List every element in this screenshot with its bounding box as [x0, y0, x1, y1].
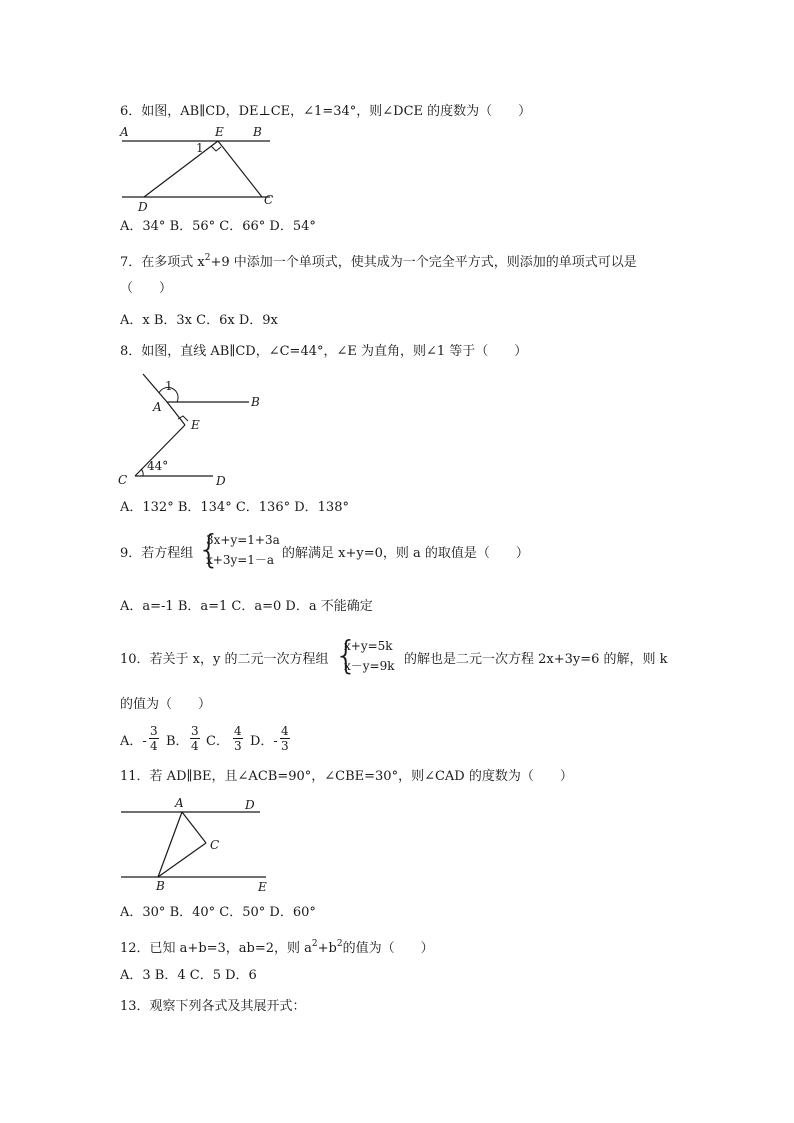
svg-text:D: D: [138, 200, 148, 214]
q10-opt-a-fraction: $\frac{3}{4}$: [150, 724, 158, 753]
q10-cont: 的值为（ ）: [120, 697, 212, 712]
svg-text:C: C: [118, 473, 128, 487]
q10-opt-b-label: B．: [166, 734, 189, 749]
q10-opt-a-label: A．-: [120, 734, 147, 749]
svg-text:A: A: [153, 400, 162, 414]
q6-stem: 6．如图，AB∥CD，DE⊥CE，∠1=34°，则∠DCE 的度数为（ ）: [120, 104, 532, 119]
q10-pre: 10．若关于 x，y 的二元一次方程组: [120, 652, 329, 667]
q8-figure: [115, 368, 265, 490]
svg-text:B: B: [253, 125, 262, 139]
svg-text:E: E: [191, 418, 200, 432]
q10-eq1: x+y=5k: [344, 639, 393, 653]
q7-stem: 7．在多项式 $x^2+9$ 中添加一个单项式，使其成为一个完全平方式，则添加的单项式可以是: [120, 253, 637, 270]
q10-brace: {: [334, 633, 359, 677]
svg-text:B: B: [251, 395, 260, 409]
q9-pre: 9．若方程组: [120, 546, 194, 561]
svg-text:E: E: [215, 125, 224, 139]
q9-options: A．a=-1 B．a=1 C．a=0 D．a 不能确定: [120, 599, 373, 614]
q10-post: 的解也是二元一次方程 2x+3y=6 的解，则 k: [404, 652, 668, 667]
q8-options: A．132° B．134° C．136° D．138°: [120, 500, 349, 515]
q10-eq2: x－y=9k: [344, 659, 395, 673]
svg-text:B: B: [156, 879, 165, 893]
q7-blank: （ ）: [120, 281, 173, 296]
q12-stem: 12．已知 a+b=3，ab=2，则 $a^2+b^2$的值为（ ）: [120, 939, 434, 956]
q8-stem: 8．如图，直线 AB∥CD，∠C=44°，∠E 为直角，则∠1 等于（ ）: [120, 344, 528, 359]
svg-text:1: 1: [196, 141, 204, 155]
svg-text:C: C: [210, 838, 220, 852]
q6-figure: [118, 124, 278, 214]
q10-opt-b-fraction: $\frac{3}{4}$: [191, 724, 199, 753]
q10-opt-d-fraction: $\frac{4}{3}$: [281, 724, 289, 753]
svg-text:D: D: [216, 474, 226, 488]
q9-post: 的解满足 x+y=0，则 a 的取值是（ ）: [282, 546, 529, 561]
q7-options: A．x B．3x C．6x D．9x: [120, 313, 278, 328]
q10-system: [344, 636, 395, 676]
q11-options: A．30° B．40° C．50° D．60°: [120, 905, 316, 920]
svg-text:1: 1: [165, 379, 173, 393]
q11-figure: [118, 795, 273, 895]
q11-stem: 11．若 AD∥BE，且∠ACB=90°，∠CBE=30°，则∠CAD 的度数为（ ）: [120, 769, 573, 784]
q12-options: A．3 B．4 C．5 D．6: [120, 968, 257, 983]
svg-text:E: E: [258, 880, 267, 894]
svg-text:D: D: [245, 798, 255, 812]
q9-eq2: x+3y=1－a: [206, 553, 275, 567]
q10-opt-c-label: C．: [206, 734, 229, 749]
q9-brace: {: [197, 527, 222, 571]
svg-text:44°: 44°: [147, 459, 169, 473]
q10-opt-c-fraction: $\frac{4}{3}$: [234, 724, 242, 753]
q13-stem: 13．观察下列各式及其展开式：: [120, 999, 306, 1014]
svg-text:C: C: [264, 193, 274, 207]
svg-text:A: A: [175, 796, 184, 810]
svg-text:A: A: [120, 125, 129, 139]
q10-opt-d-label: D．-: [250, 734, 278, 749]
q6-options: A．34° B．56° C．66° D．54°: [120, 219, 316, 234]
q9-system: [206, 530, 280, 570]
q9-eq1: 3x+y=1+3a: [206, 533, 280, 547]
